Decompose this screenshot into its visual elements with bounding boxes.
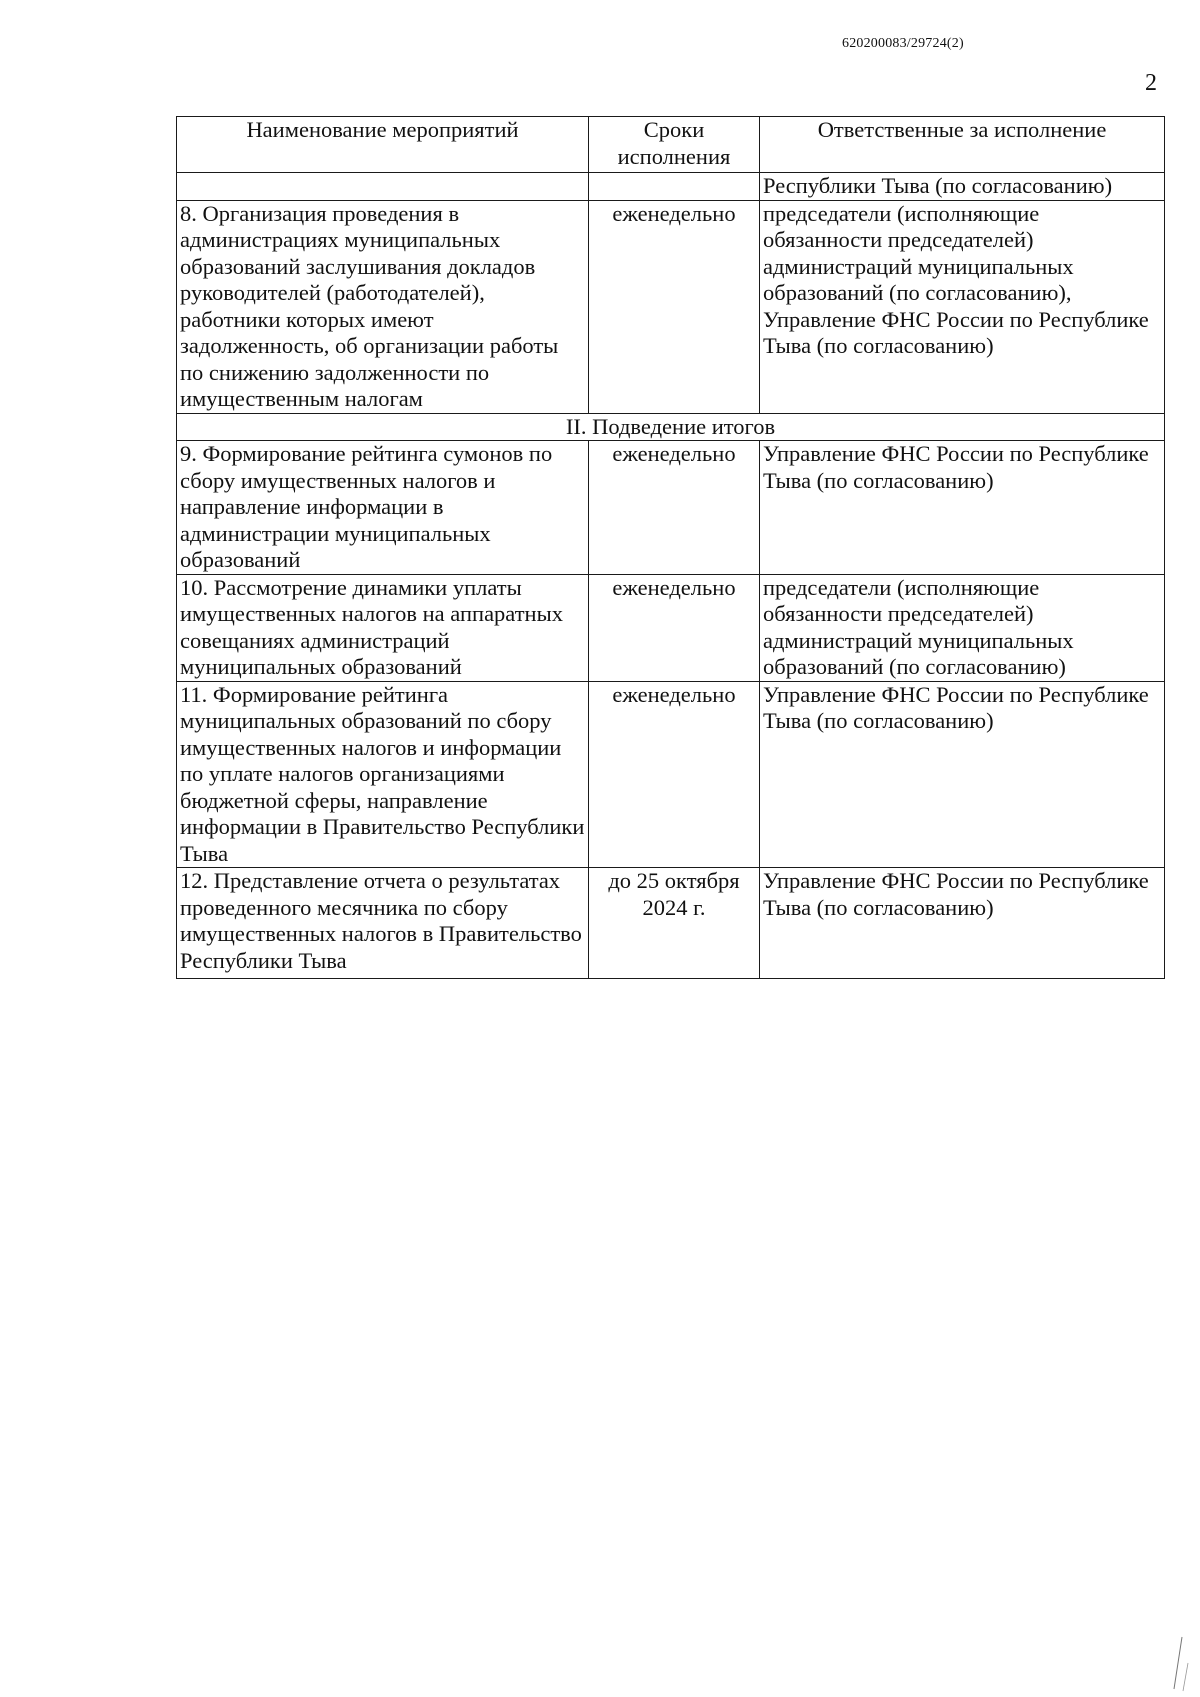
table-row-11 (177, 681, 1165, 868)
document-number: 620200083/29724(2) (842, 36, 964, 51)
cell-terms: еженедельно (589, 200, 760, 413)
cell-responsible: председатели (исполняющие обязанности председателей) администраций муниципальных образований (по согласованию) (760, 574, 1165, 681)
section-heading-row (177, 413, 1165, 441)
measures-table (176, 116, 1165, 979)
cell-responsible: Управление ФНС России по Республике Тыва (по согласованию) (760, 441, 1165, 575)
table-row-12 (177, 868, 1165, 979)
table-row-10 (177, 574, 1165, 681)
scan-edge-mark (1152, 1633, 1192, 1693)
cell-name: 9. Формирование рейтинга сумонов по сбору имущественных налогов и направление информации в администрации муниципальных образований (177, 441, 589, 575)
cell-name: 10. Рассмотрение динамики уплаты имущественных налогов на аппаратных совещаниях администраций муниципальных образований (177, 574, 589, 681)
table-row-9 (177, 441, 1165, 575)
cell-name: 8. Организация проведения в администрациях муниципальных образований заслушивания докладов руководителей (работодателей), работники которых имеют задолженность, об организации работы по снижению задолженности по имущественным налогам (177, 200, 589, 413)
cell-terms: еженедельно (589, 574, 760, 681)
table-row-continuation (177, 173, 1165, 201)
cell-name: 12. Представление отчета о результатах проведенного месячника по сбору имущественных налогов в Правительство Республики Тыва (177, 868, 589, 979)
cell-responsible: председатели (исполняющие обязанности председателей) администраций муниципальных образований (по согласованию), Управление ФНС России по Республике Тыва (по согласованию) (760, 200, 1165, 413)
cell-name (177, 173, 589, 201)
header-responsible: Ответственные за исполнение (760, 117, 1165, 173)
table-header-row (177, 117, 1165, 173)
header-terms: Сроки исполнения (589, 117, 760, 173)
cell-terms: еженедельно (589, 681, 760, 868)
section-title: II. Подведение итогов (177, 413, 1165, 441)
table-row-8 (177, 200, 1165, 413)
page-number: 2 (1145, 70, 1157, 96)
cell-terms (589, 173, 760, 201)
cell-terms: до 25 октября 2024 г. (589, 868, 760, 979)
cell-responsible: Республики Тыва (по согласованию) (760, 173, 1165, 201)
cell-terms: еженедельно (589, 441, 760, 575)
cell-name: 11. Формирование рейтинга муниципальных образований по сбору имущественных налогов и информации по уплате налогов организациями бюджетной сферы, направление информации в Правительство Республики Тыва (177, 681, 589, 868)
header-name: Наименование мероприятий (177, 117, 589, 173)
cell-responsible: Управление ФНС России по Республике Тыва (по согласованию) (760, 868, 1165, 979)
cell-responsible: Управление ФНС России по Республике Тыва (по согласованию) (760, 681, 1165, 868)
